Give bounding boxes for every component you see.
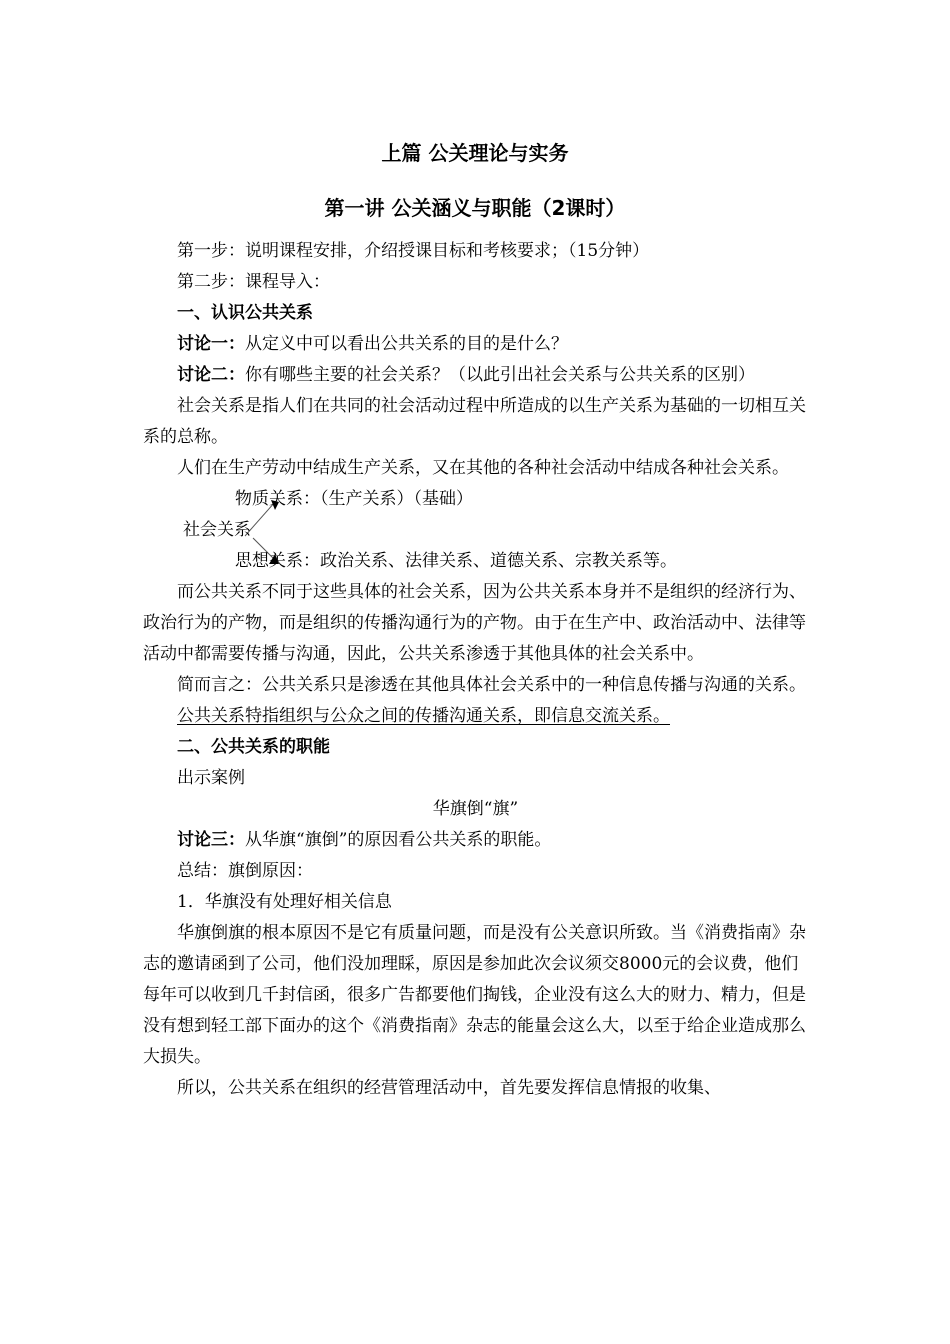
section-heading-2: 二、公共关系的职能	[177, 737, 330, 757]
discussion-1-text: 从定义中可以看出公共关系的目的是什么？	[245, 334, 568, 354]
case-intro: 出示案例	[177, 768, 245, 788]
summary-paragraph: 简而言之：公共关系只是渗透在其他具体社会关系中的一种信息传播与沟通的关系。	[177, 675, 806, 695]
social-relation-definition: 社会关系是指人们在共同的社会活动过程中所造成的以生产关系为基础的一切相互关系的总称。	[143, 396, 806, 447]
lecture-title: 第一讲 公关涵义与职能（2课时）	[324, 196, 626, 220]
therefore-paragraph: 所以，公共关系在组织的经营管理活动中，首先要发挥信息情报的收集、	[177, 1078, 721, 1098]
point-1: 1．华旗没有处理好相关信息	[177, 892, 392, 912]
pr-definition	[143, 701, 808, 732]
diagram-ideology-relation: 思想关系：政治关系、法律关系、道德关系、宗教关系等。	[235, 551, 677, 571]
discussion-2	[143, 360, 808, 391]
discussion-2-text: 你有哪些主要的社会关系？（以此引出社会关系与公共关系的区别）	[245, 365, 755, 385]
pr-difference-paragraph: 而公共关系不同于这些具体的社会关系，因为公共关系本身并不是组织的经济行为、政治行为的产物，而是组织的传播沟通行为的产物。由于在生产中、政治活动中、法律等活动中都需要传播与沟通，因此，公共关系渗透于其他具体的社会关系中。	[143, 582, 806, 664]
case-title: 华旗倒“旗”	[432, 799, 519, 819]
page-title: 上篇 公关理论与实务	[381, 141, 569, 165]
discussion-3-text: 从华旗“旗倒”的原因看公共关系的职能。	[245, 830, 552, 850]
step-2: 第二步：课程导入：	[177, 272, 330, 292]
discussion-2-label: 讨论二：	[177, 365, 245, 385]
conclusion-heading: 总结：旗倒原因：	[177, 861, 313, 881]
step-1: 第一步：说明课程安排，介绍授课目标和考核要求；（15分钟）	[177, 241, 650, 261]
diagram-material-relation: 物质关系：（生产关系）（基础）	[235, 489, 473, 509]
reason-paragraph: 华旗倒旗的根本原因不是它有质量问题，而是没有公关意识所致。当《消费指南》杂志的邀请函到了公司，他们没加理睬，原因是参加此次会议须交8000元的会议费，他们每年可以收到几千封信函，很多广告都要他们掏钱，企业没有这么大的财力、精力，但是没有想到轻工部下面办的这个《消费指南》杂志的能量会这么大，以至于给企业造成那么大损失。	[143, 923, 806, 1067]
production-relation-paragraph: 人们在生产劳动中结成生产关系，又在其他的各种社会活动中结成各种社会关系。	[177, 458, 789, 478]
discussion-1-label: 讨论一：	[177, 334, 245, 354]
social-relation-diagram	[143, 484, 808, 577]
diagram-social-relation: 社会关系	[183, 520, 251, 540]
discussion-1	[143, 329, 808, 360]
document-body	[143, 236, 808, 1104]
discussion-3	[143, 825, 808, 856]
pr-definition-text: 公共关系特指组织与公众之间的传播沟通关系，即信息交流关系。	[177, 706, 670, 726]
discussion-3-label: 讨论三：	[177, 830, 245, 850]
section-heading-1: 一、认识公共关系	[177, 303, 313, 323]
